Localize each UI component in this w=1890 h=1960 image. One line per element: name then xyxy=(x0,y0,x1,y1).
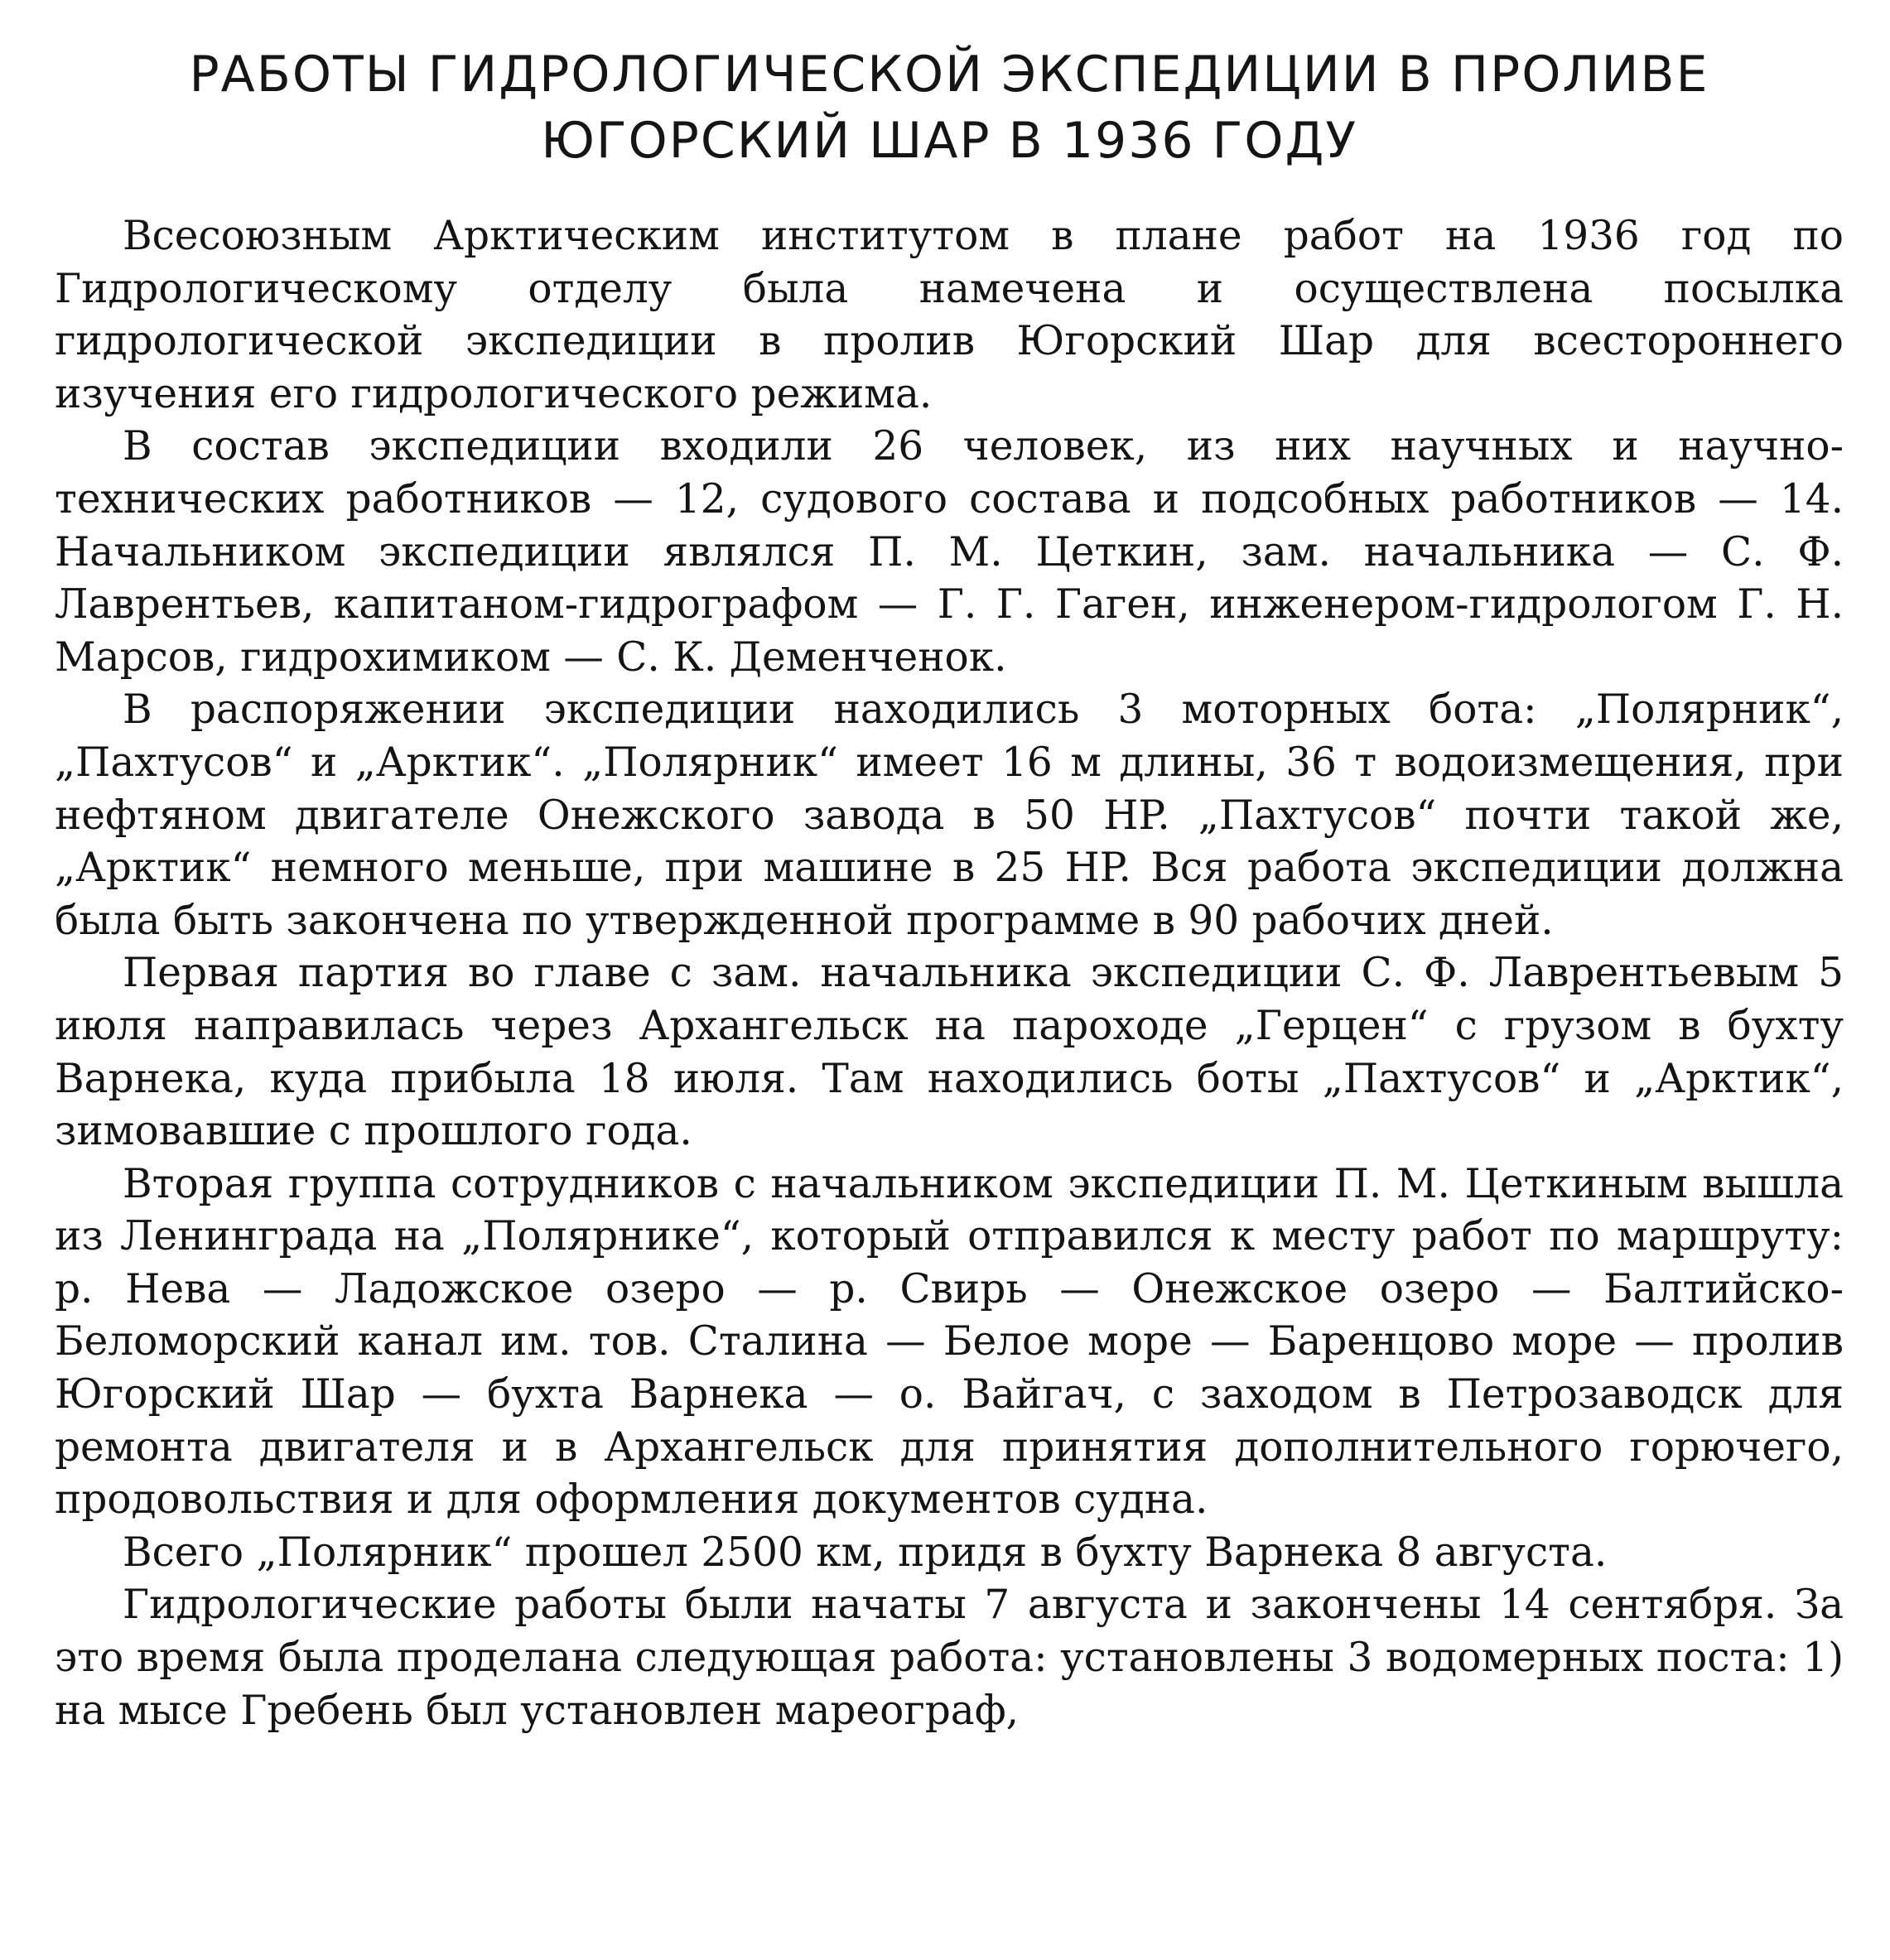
document-page xyxy=(55,41,1844,1737)
title-line-2: ЮГОРСКИЙ ШАР В 1936 ГОДУ xyxy=(541,112,1357,170)
paragraph-first-party: Первая партия во главе с зам. начальника экспедиции С. Ф. Лаврентьевым 5 июля направилась через Архангельск на пароходе „Герцен“ с грузом в бухту Варнека, куда прибыла 18 июля. Там находились боты „Пахтусов“ и „Арктик“, зимовавшие с прошлого года. xyxy=(55,950,1844,1155)
title-line-1: РАБОТЫ ГИДРОЛОГИЧЕСКОЙ ЭКСПЕДИЦИИ В ПРОЛИВЕ xyxy=(189,46,1709,104)
paragraph-plan: Всесоюзным Арктическим институтом в плане работ на 1936 год по Гидрологическому отделу была намечена и осуществлена посылка гидрологической экспедиции в пролив Югорский Шар для всестороннего изучения его гидрологического режима. xyxy=(55,213,1844,417)
paragraph-staff: В состав экспедиции входили 26 человек, из них научных и научно-технических работников — 12, судового состава и подсобных работников — 14. Начальником экспедиции являлся П. М. Цеткин, зам. начальника — С. Ф. Лаврентьев, капитаном-гидрографом — Г. Г. Гаген, инженером-гидрологом Г. Н. Марсов, гидрохимиком — С. К. Деменченок. xyxy=(55,423,1844,681)
document-body xyxy=(55,210,1844,1737)
paragraph-work-started: Гидрологические работы были начаты 7 августа и закончены 14 сентября. За это время была проделана следующая работа: установлены 3 водомерных поста: 1) на мысе Гребень был установлен мареограф, xyxy=(55,1582,1844,1734)
document-title xyxy=(55,41,1844,174)
paragraph-boats: В распоряжении экспедиции находились 3 моторных бота: „Полярник“, „Пахтусов“ и „Арктик“. „Полярник“ имеет 16 м длины, 36 т водоизмещения, при нефтяном двигателе Онежского завода в 50 HP. „Пахтусов“ почти такой же, „Арктик“ немного меньше, при машине в 25 HP. Вся работа экспедиции должна была быть закончена по утвержденной программе в 90 рабочих дней. xyxy=(55,686,1844,944)
paragraph-total-distance: Всего „Полярник“ прошел 2500 км, придя в бухту Варнека 8 августа. xyxy=(123,1529,1608,1576)
paragraph-second-group: Вторая группа сотрудников с начальником экспедиции П. М. Цеткиным вышла из Ленинграда на „Полярнике“, который отправился к месту работ по маршруту: р. Нева — Ладожское озеро — р. Свирь — Онежское озеро — Балтийско-Беломорский канал им. тов. Сталина — Белое море — Баренцово море — пролив Югорский Шар — бухта Варнека — о. Вайгач, с заходом в Петрозаводск для ремонта двигателя и в Архангельск для принятия дополнительного горючего, продовольствия и для оформления документов судна. xyxy=(55,1160,1844,1524)
